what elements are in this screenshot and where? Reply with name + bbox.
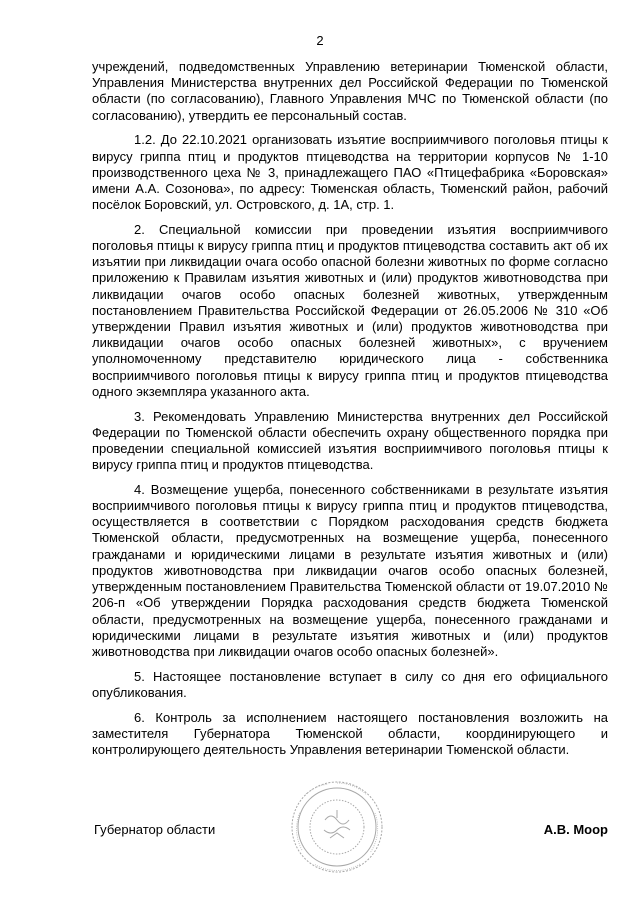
signatory-name: А.В. Моор: [543, 822, 608, 837]
paragraph-2: 2. Специальной комиссии при проведении изъятия восприимчивого поголовья птицы к вирусу гриппа птиц и продуктов птицеводства составить акт об их изъятии при ликвидации очага особо опасной болезни животных по форме согласно приложению к Правилам изъятия животных и (или) продуктов животноводства при ликвидации очагов особо опасных болезней животных, утвержденным постановлением Правительства Российской Федерации от 26.05.2006 № 310 «Об утверждении Правил изъятия животных и (или) продуктов животноводства при ликвидации очагов особо опасных болезней животных», с вручением уполномоченному представителю юридического лица - собственника восприимчивого поголовья птицы к вирусу гриппа птиц и продуктов птицеводства одного экземпляра указанного акта.: [92, 221, 608, 399]
paragraph-3: 3. Рекомендовать Управлению Министерства внутренних дел Российской Федерации по Тюменской области обеспечить охрану общественного порядка при проведении специальной комиссией изъятия восприимчивого поголовья птицы к вирусу гриппа птиц и продуктов птицеводства.: [92, 408, 608, 473]
page-number: 2: [316, 33, 324, 48]
paragraph-5: 5. Настоящее постановление вступает в силу со дня его официального опубликования.: [92, 668, 608, 700]
signatory-title: Губернатор области: [94, 822, 216, 837]
paragraph-4: 4. Возмещение ущерба, понесенного собственниками в результате изъятия восприимчивого поголовья птицы к вирусу гриппа птиц и продуктов птицеводства, осуществляется в соответствии с Порядком расходования средств бюджета Тюменской области, предусмотренных на возмещение ущерба, понесенного гражданами и юридическими лицами в результате изъятия животных и (или) продуктов животноводства при ликвидации очагов особо опасных болезней, утвержденным постановлением Правительства Тюменской области от 19.07.2010 № 206-п «Об утверждении Порядка расходования средств бюджета Тюменской области, предусмотренных на возмещение ущерба, понесенного гражданами и юридическими лицами в результате изъятия животных и (или) продуктов животноводства при ликвидации очагов особо опасных болезней».: [92, 481, 608, 659]
paragraph-continuation: учреждений, подведомственных Управлению ветеринарии Тюменской области, Управления Министерства внутренних дел Российской Федерации по Тюменской области (по согласованию), Главного Управления МЧС по Тюменской области (по согласованию), утвердить ее персональный состав.: [92, 59, 608, 123]
paragraph-6: 6. Контроль за исполнением настоящего постановления возложить на заместителя Губернатора Тюменской области, координирующего и контролирующего деятельность Управления ветеринарии Тюменской области.: [92, 709, 608, 757]
paragraph-1-2: 1.2. До 22.10.2021 организовать изъятие восприимчивого поголовья птицы к вирусу гриппа птиц и продуктов птицеводства на территории корпусов № 1-10 производственного цеха № 3, принадлежащего ПАО «Птицефабрика «Боровская» имени А.А. Созонова», по адресу: Тюменская область, Тюменский район, рабочий посёлок Боровский, ул. Островского, д. 1А, стр. 1.: [92, 132, 608, 213]
document-body: [92, 59, 608, 767]
signature-block: [92, 822, 608, 842]
